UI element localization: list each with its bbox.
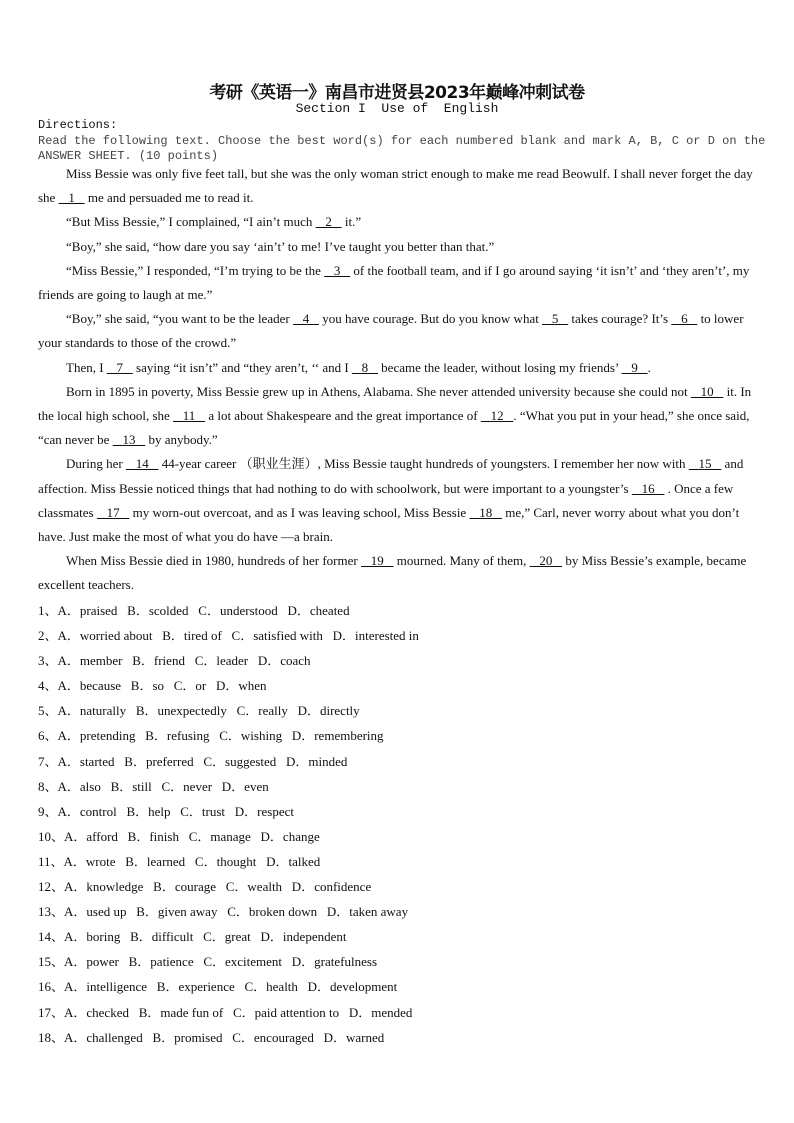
passage-text: a lot about Shakespeare and the great importance of (205, 408, 481, 424)
passage-text: saying “it isn’t” and “they aren’t, ‘‘ and I (132, 359, 352, 375)
passage-text: . (647, 359, 651, 375)
passage-text: “Boy,” she said, “how dare you say ‘ain’t’ to me! I’ve taught you better than that.” (66, 238, 495, 254)
question-item: 8、A．also B．still C．never D．even (38, 778, 269, 794)
document-title: 考研《英语一》南昌市进贤县2023年巅峰冲刺试卷 (209, 83, 585, 103)
question-item: 18、A．challenged B．promised C．encouraged D．warned (38, 1029, 385, 1045)
question-item: 7、A．started B．preferred C．suggested D．minded (38, 753, 348, 769)
passage-text: by Miss Bessie’s example, became excellent teachers. (38, 553, 747, 593)
passage-paragraph (38, 162, 760, 210)
numbered-blank: _19_ (360, 553, 394, 569)
numbered-blank: _11_ (173, 408, 206, 424)
passage-paragraph (38, 210, 760, 234)
numbered-blank: _9_ (621, 359, 648, 375)
numbered-blank: _16_ (631, 480, 665, 496)
numbered-blank: _18_ (469, 504, 502, 520)
question-item: 6、A．pretending B．refusing C．wishing D．remembering (38, 728, 384, 744)
question-item: 15、A．power B．patience C．excitement D．gratefulness (38, 954, 377, 970)
directions (38, 118, 768, 165)
passage-text: During her (66, 456, 126, 472)
passage-text: Miss Bessie was only five feet tall, but she was the only woman strict enough to make me read Beowulf. I shall never forget the day she (38, 166, 753, 206)
numbered-blank: _12_ (480, 408, 514, 424)
numbered-blank: _15_ (688, 456, 722, 472)
numbered-blank: _6_ (671, 311, 698, 327)
question-item: 10、A．afford B．finish C．manage D．change (38, 828, 320, 844)
question-item: 11、A．wrote B．learned C．thought D．talked (38, 853, 321, 869)
passage-text: Born in 1895 in poverty, Miss Bessie grew up in Athens, Alabama. She never attended university because she could not (66, 383, 691, 399)
passage-text: me,” Carl, never worry about what you don’t have. Just make the most of what you do have —a brain. (38, 504, 740, 545)
passage-paragraph (38, 380, 760, 453)
section-heading: Section I Use of English (295, 101, 499, 116)
question-item: 16、A．intelligence B．experience C．health D．development (38, 979, 398, 995)
passage-text: . Once a few classmates (38, 480, 734, 520)
passage-text: “Boy,” she said, “you want to be the leader (66, 311, 293, 327)
passage-paragraph (38, 235, 760, 259)
passage-text: 44-year career （职业生涯）, Miss Bessie taught hundreds of youngsters. I remember her now with (158, 456, 689, 472)
question-item: 12、A．knowledge B．courage C．wealth D．confidence (38, 879, 372, 895)
numbered-blank: _10_ (690, 383, 724, 399)
passage-text: became the leader, without losing my friends’ (377, 359, 622, 375)
passage-text: “But Miss Bessie,” I complained, “I ain’t much (66, 214, 316, 230)
numbered-blank: _8_ (351, 359, 378, 375)
question-options (38, 598, 419, 1050)
question-item: 14、A．boring B．difficult C．great D．independent (38, 929, 347, 945)
passage-paragraph (38, 259, 760, 307)
question-item: 1、A．praised B．scolded C．understood D．cheated (38, 603, 350, 618)
passage-paragraph (38, 452, 760, 549)
passage-paragraph (38, 549, 760, 597)
question-item: 13、A．used up B．given away C．broken down D．taken away (38, 904, 409, 920)
numbered-blank: _3_ (324, 262, 351, 278)
passage-text: you have courage. But do you know what (318, 311, 543, 327)
directions-text: Read the following text. Choose the best word(s) for each numbered blank and mark A, B, C or D on the ANSWER SHEET. (10 points) (38, 133, 766, 163)
passage-text: it.” (341, 214, 362, 230)
numbered-blank: _1_ (58, 190, 85, 206)
passage-text: takes courage? It’s (568, 311, 672, 327)
passage-text: of the football team, and if I go around saying ‘it isn’t’ and ‘they aren’t’, my friends are going to laugh at me.” (38, 262, 750, 303)
passage-text: “Miss Bessie,” I responded, “I’m trying to be the (66, 262, 325, 278)
passage-text: it. In the local high school, she (38, 383, 752, 424)
passage-text: Then, I (66, 359, 107, 375)
passage-text: to lower your standards to those of the crowd.” (38, 311, 744, 351)
question-item: 4、A．because B．so C．or D．when (38, 678, 267, 694)
question-item: 9、A．control B．help C．trust D．respect (38, 803, 294, 819)
passage-text: me and persuaded me to read it. (84, 190, 254, 206)
numbered-blank: _2_ (315, 214, 342, 230)
numbered-blank: _7_ (106, 359, 133, 375)
question-item: 2、A．worried about B．tired of C．satisfied with D．interested in (38, 628, 419, 644)
numbered-blank: _5_ (542, 311, 569, 327)
passage-text: . “What you put in your head,” she once said, “can never be (38, 408, 750, 448)
numbered-blank: _17_ (96, 504, 130, 520)
passage-text: When Miss Bessie died in 1980, hundreds of her former (66, 553, 361, 569)
numbered-blank: _20_ (529, 553, 563, 569)
numbered-blank: _13_ (112, 432, 146, 448)
passage-paragraph (38, 356, 760, 380)
numbered-blank: _4_ (292, 311, 319, 327)
question-item: 17、A．checked B．made fun of C．paid attention to D．mended (38, 1004, 413, 1020)
passage (38, 162, 760, 598)
passage-text: mourned. Many of them, (393, 553, 530, 569)
question-item: 5、A．naturally B．unexpectedly C．really D．directly (38, 703, 360, 719)
passage-paragraph (38, 307, 760, 355)
passage-text: by anybody.” (145, 432, 218, 448)
directions-label: Directions: (38, 118, 118, 132)
question-item: 3、A．member B．friend C．leader D．coach (38, 653, 311, 669)
numbered-blank: _14_ (125, 456, 159, 472)
passage-text: my worn-out overcoat, and as I was leaving school, Miss Bessie (129, 504, 470, 520)
passage-text: and affection. Miss Bessie noticed things that had nothing to do with schoolwork, but were important to a youngster’s (38, 456, 744, 496)
